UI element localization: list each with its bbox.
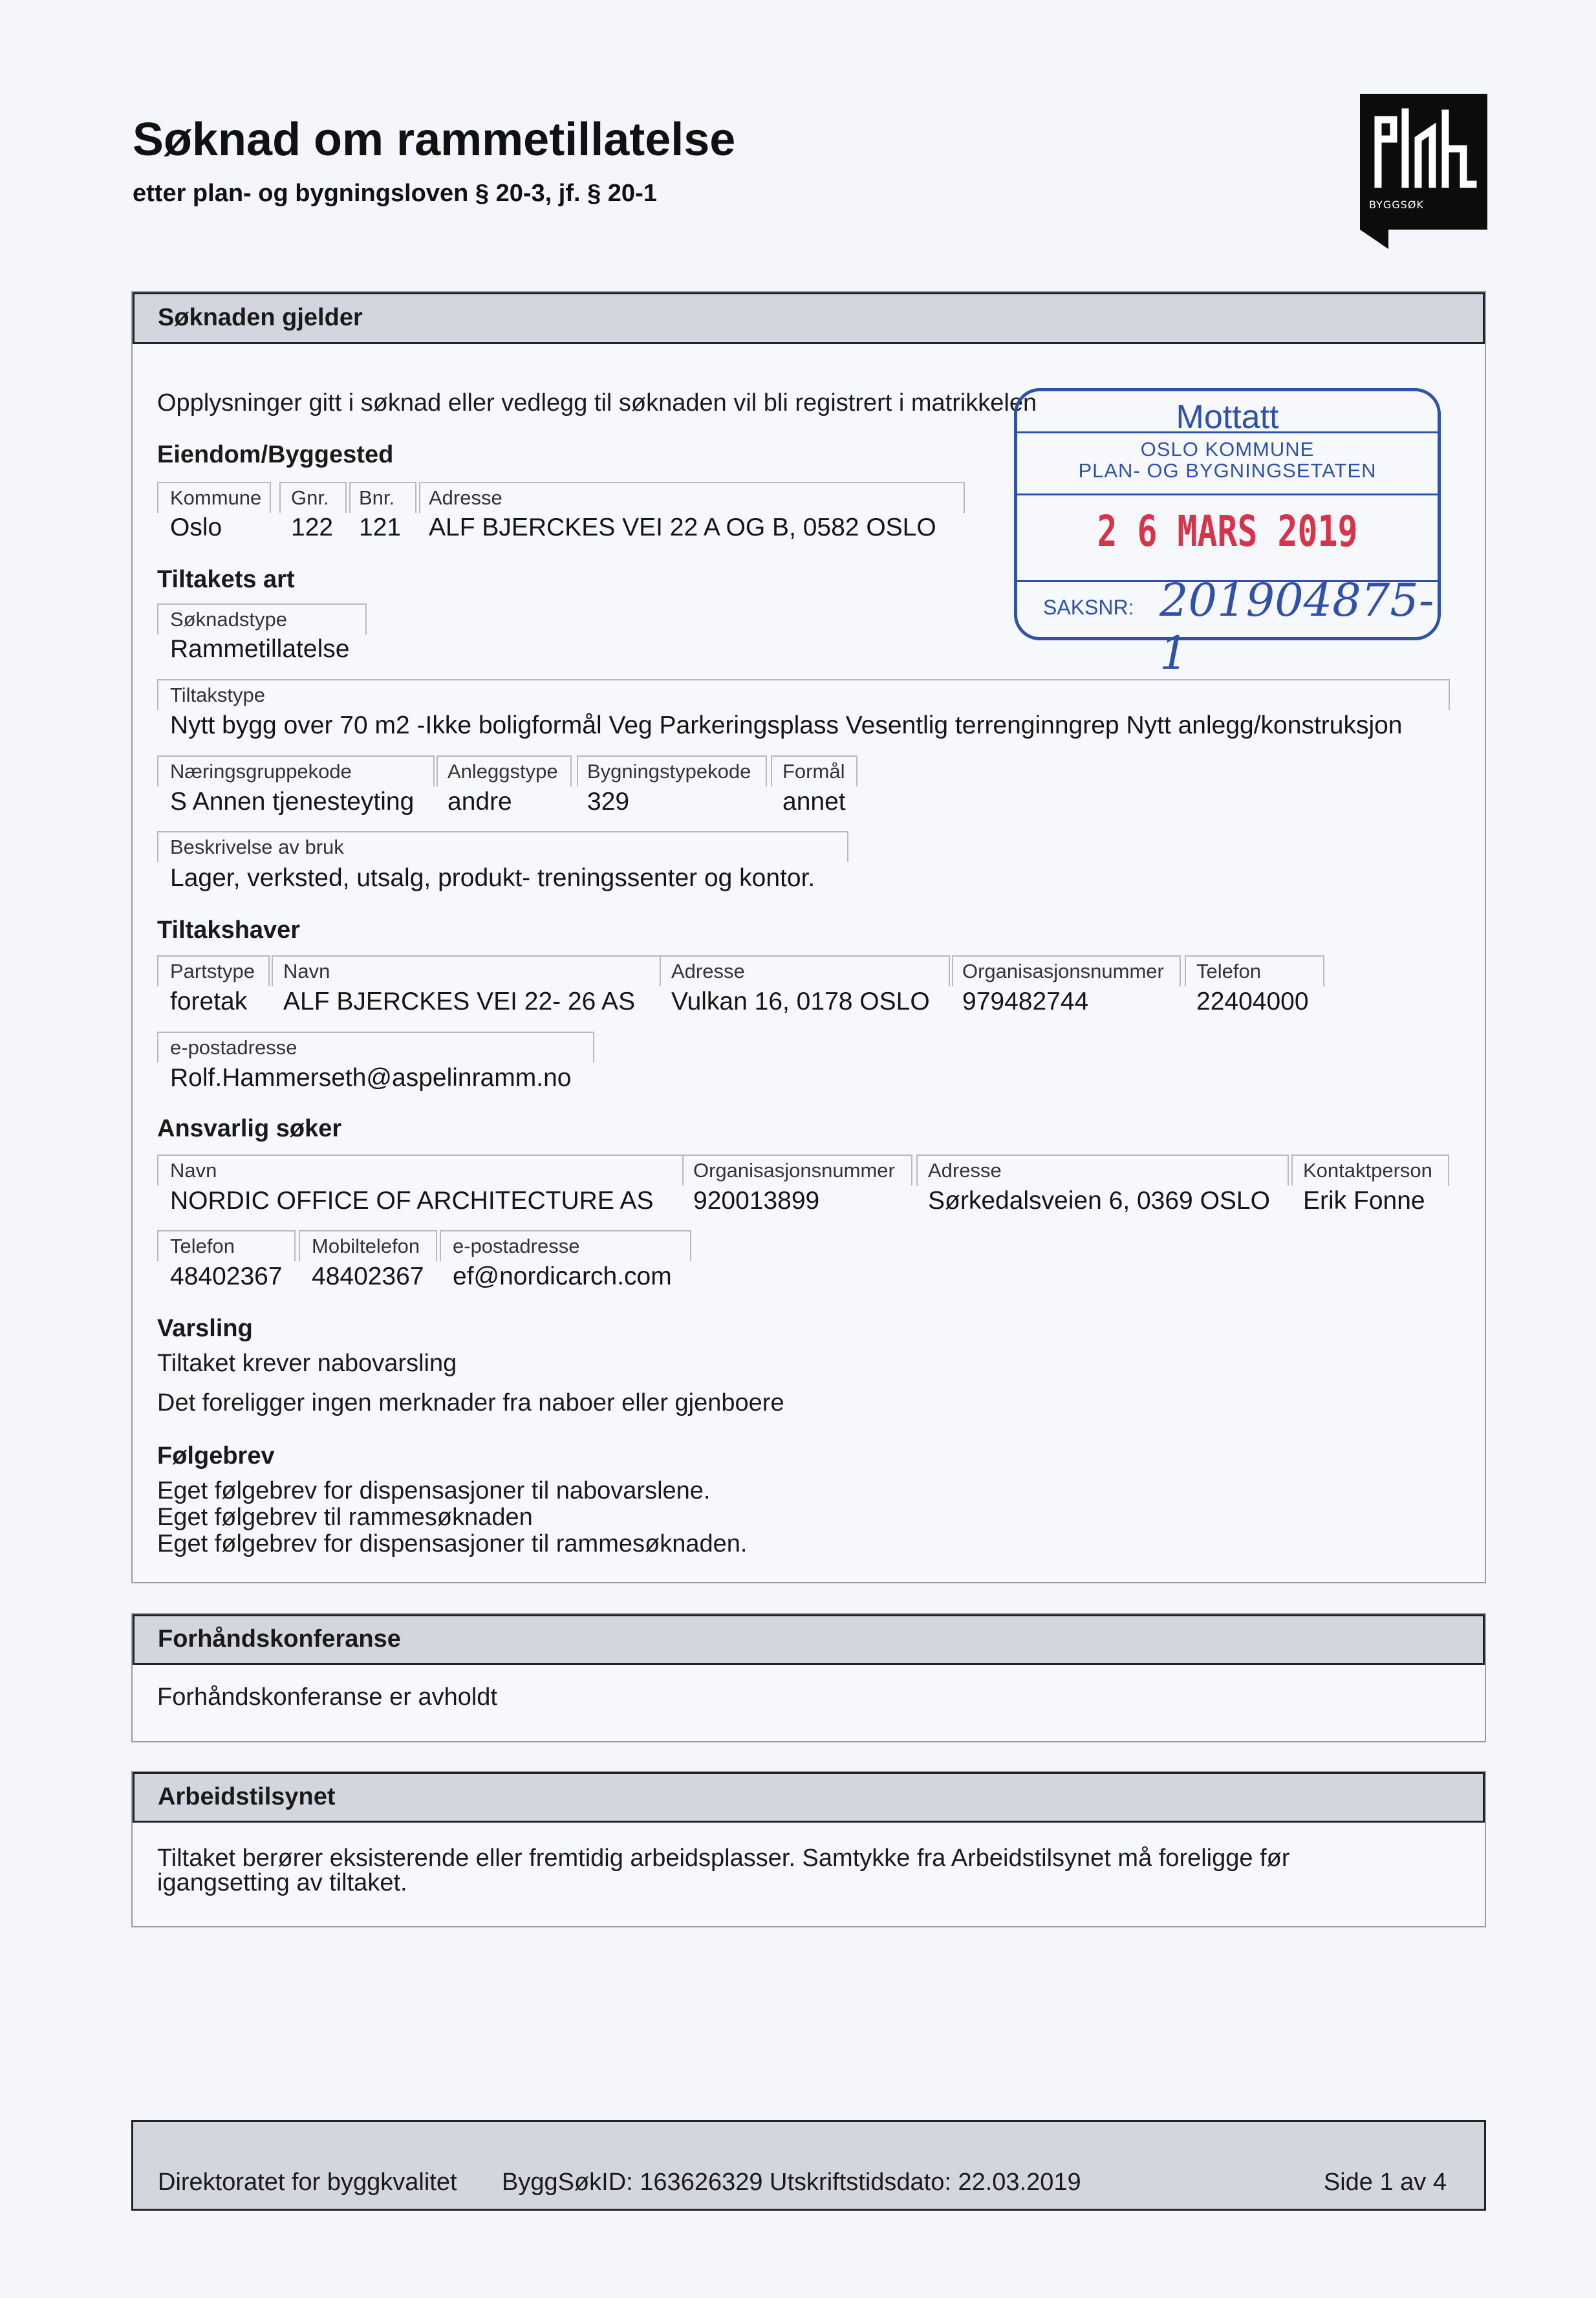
- soknadstype-value: Rammetillatelse: [170, 635, 350, 663]
- partstype-label: Partstype: [170, 960, 255, 982]
- as-org-value: 920013899: [693, 1187, 820, 1215]
- stamp-date: 2 6 MARS 2019: [1097, 506, 1358, 556]
- soknadstype-label: Søknadstype: [170, 608, 287, 631]
- th-navn-value: ALF BJERCKES VEI 22- 26 AS: [283, 988, 636, 1015]
- formal-value: annet: [782, 788, 846, 816]
- th-navn-label: Navn: [283, 960, 330, 982]
- received-stamp: [1014, 388, 1441, 680]
- registry-intro: Opplysninger gitt i søknad eller vedlegg til søknaden vil bli registrert i matrikkelen: [157, 389, 1037, 417]
- ansvarlig-soker-heading: Ansvarlig søker: [157, 1115, 342, 1142]
- bygningstype-label: Bygningstypekode: [587, 760, 751, 783]
- as-navn-value: NORDIC OFFICE OF ARCHITECTURE AS: [170, 1187, 654, 1215]
- folgebrev-line-2: Eget følgebrev til rammesøknaden: [157, 1504, 533, 1531]
- arbeidstilsynet-line-2: igangsetting av tiltaket.: [157, 1869, 407, 1896]
- gnr-label: Gnr.: [291, 486, 329, 509]
- forhandskonferanse-text: Forhåndskonferanse er avholdt: [157, 1684, 497, 1711]
- footer-id: ByggSøkID: 163626329 Utskriftstidsdato: 22.03.2019: [502, 2169, 1081, 2196]
- as-adresse-value: Sørkedalsveien 6, 0369 OSLO: [928, 1187, 1270, 1215]
- tiltakstype-value: Nytt bygg over 70 m2 -Ikke boligformål Veg Parkeringsplass Vesentlig terrenginngrep Nytt anlegg/konstruksjon: [170, 711, 1403, 739]
- section-heading: Arbeidstilsynet: [133, 1772, 1485, 1823]
- bnr-value: 121: [359, 514, 402, 541]
- footer-org: Direktoratet for byggkvalitet: [158, 2169, 457, 2196]
- th-adresse-label: Adresse: [671, 960, 745, 982]
- formal-label: Formål: [782, 760, 845, 783]
- th-epost-label: e-postadresse: [170, 1036, 297, 1059]
- folgebrev-line-1: Eget følgebrev for dispensasjoner til nabovarslene.: [157, 1477, 711, 1504]
- anlegg-label: Anleggstype: [448, 760, 558, 783]
- section-forhandskonferanse: [131, 1613, 1486, 1742]
- naering-value: S Annen tjenesteyting: [170, 788, 415, 816]
- kommune-label: Kommune: [170, 486, 262, 509]
- varsling-line-1: Tiltaket krever nabovarsling: [157, 1350, 457, 1377]
- tiltakshaver-heading: Tiltakshaver: [157, 916, 301, 944]
- folgebrev-heading: Følgebrev: [157, 1442, 275, 1469]
- stamp-divider: [1017, 493, 1438, 495]
- stamp-org-line-1: OSLO KOMMUNE: [1140, 438, 1315, 461]
- tiltakets-art-heading: Tiltakets art: [157, 566, 295, 593]
- anlegg-value: andre: [448, 788, 512, 816]
- as-kontakt-value: Erik Fonne: [1303, 1187, 1425, 1215]
- beskrivelse-value: Lager, verksted, utsalg, produkt- treningssenter og kontor.: [170, 864, 815, 892]
- naering-label: Næringsgruppekode: [170, 760, 352, 783]
- beskrivelse-label: Beskrivelse av bruk: [170, 836, 344, 858]
- bnr-label: Bnr.: [359, 486, 395, 509]
- varsling-line-2: Det foreligger ingen merknader fra naboer eller gjenboere: [157, 1389, 784, 1416]
- tiltakstype-label: Tiltakstype: [170, 684, 266, 706]
- as-adresse-label: Adresse: [928, 1159, 1002, 1182]
- logo-caption: BYGGSØK: [1369, 199, 1424, 211]
- eiendom-heading: Eiendom/Byggested: [157, 441, 394, 468]
- varsling-heading: Varsling: [157, 1315, 253, 1342]
- th-telefon-value: 22404000: [1196, 988, 1309, 1015]
- document-title: Søknad om rammetillatelse: [133, 114, 736, 166]
- th-epost-value: Rolf.Hammerseth@aspelinramm.no: [170, 1064, 572, 1092]
- stamp-mottatt: Mottatt: [1176, 398, 1279, 436]
- stamp-saksnr-handwritten: 201904875-1: [1159, 574, 1434, 680]
- tiltakstype-field: [157, 679, 1450, 710]
- section-heading: Søknaden gjelder: [133, 292, 1485, 344]
- th-org-label: Organisasjonsnummer: [962, 960, 1164, 982]
- folgebrev-line-3: Eget følgebrev for dispensasjoner til rammesøknaden.: [157, 1530, 748, 1557]
- as-org-label: Organisasjonsnummer: [693, 1159, 895, 1182]
- adresse-value: ALF BJERCKES VEI 22 A OG B, 0582 OSLO: [429, 514, 936, 541]
- footer-page-number: Side 1 av 4: [1323, 2169, 1447, 2196]
- arbeidstilsynet-line-1: Tiltaket berører eksisterende eller fremtidig arbeidsplasser. Samtykke fra Arbeidstilsynet må foreligge før: [157, 1845, 1290, 1872]
- stamp-divider: [1017, 431, 1438, 433]
- document-subtitle: etter plan- og bygningsloven § 20-3, jf. § 20-1: [133, 180, 657, 207]
- as-telefon-value: 48402367: [170, 1263, 283, 1290]
- page-footer: [131, 2120, 1486, 2211]
- logo-tail: [1360, 230, 1388, 249]
- adresse-label: Adresse: [429, 486, 502, 509]
- as-epost-label: e-postadresse: [453, 1235, 580, 1257]
- gnr-value: 122: [291, 514, 334, 541]
- as-kontakt-label: Kontaktperson: [1303, 1159, 1432, 1182]
- bygningstype-value: 329: [587, 788, 630, 816]
- th-telefon-label: Telefon: [1196, 960, 1261, 982]
- stamp-saksnr-label: SAKSNR:: [1043, 596, 1134, 619]
- as-epost-value: ef@nordicarch.com: [453, 1263, 672, 1290]
- as-mobil-value: 48402367: [312, 1263, 424, 1290]
- th-adresse-value: Vulkan 16, 0178 OSLO: [671, 988, 930, 1015]
- byggsok-logo: [1360, 94, 1487, 230]
- th-org-value: 979482744: [962, 988, 1089, 1015]
- as-navn-field: [157, 1154, 684, 1186]
- as-telefon-label: Telefon: [170, 1235, 235, 1257]
- stamp-org-line-2: PLAN- OG BYGNINGSETATEN: [1078, 459, 1377, 482]
- as-mobil-label: Mobiltelefon: [312, 1235, 420, 1257]
- kommune-value: Oslo: [170, 514, 222, 541]
- as-navn-label: Navn: [170, 1159, 217, 1182]
- byggsok-logo-icon: [1360, 94, 1487, 197]
- partstype-value: foretak: [170, 988, 248, 1015]
- section-heading: Forhåndskonferanse: [133, 1614, 1485, 1665]
